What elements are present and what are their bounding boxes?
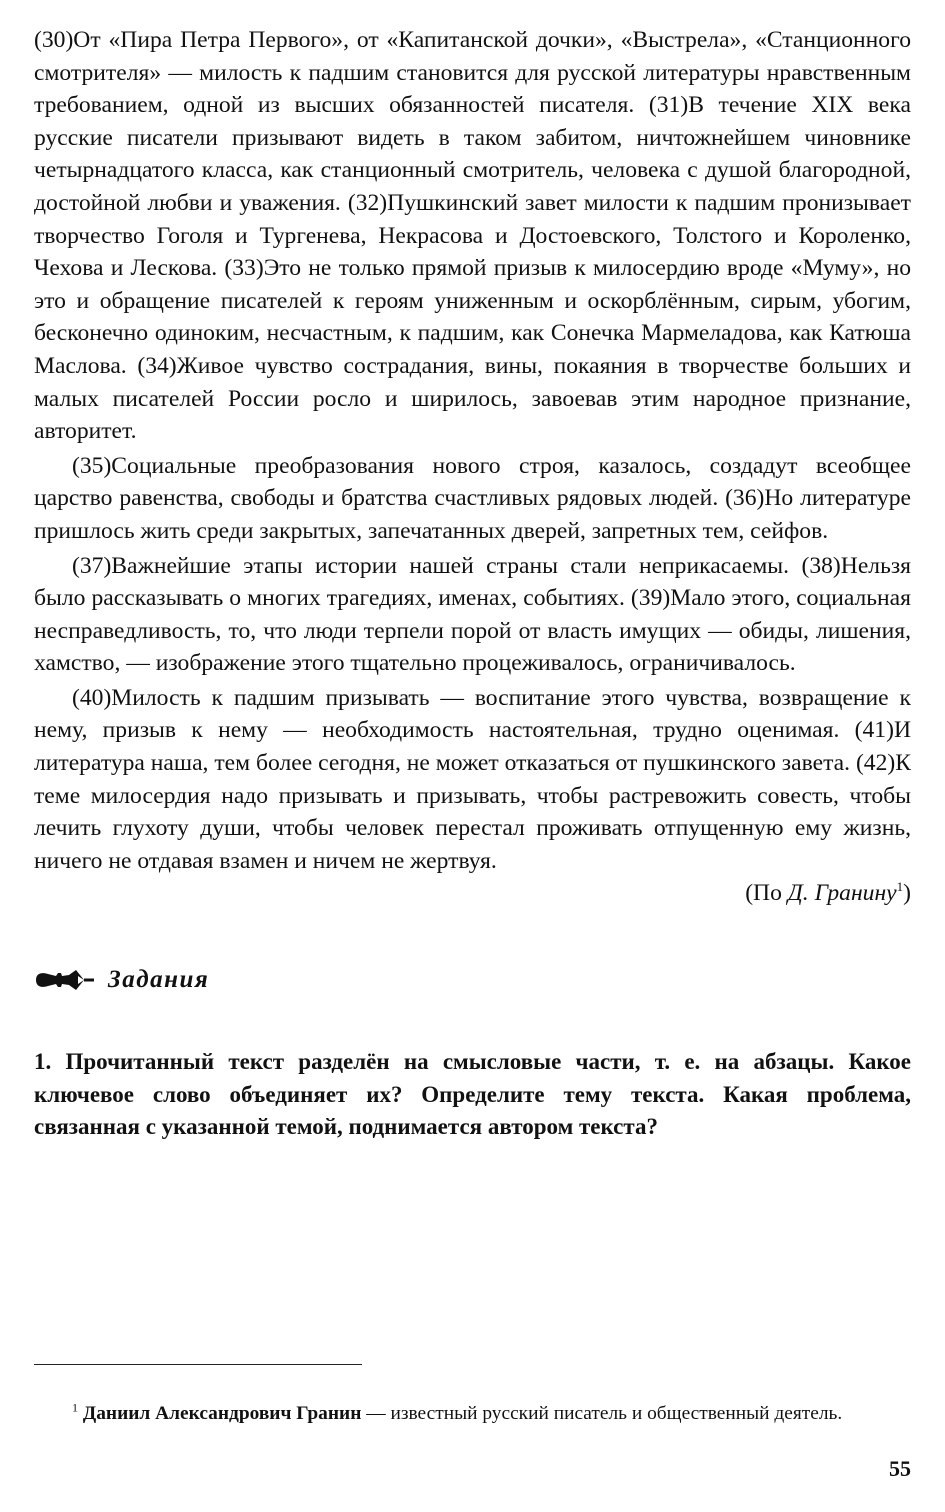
attribution-suffix: ) — [903, 880, 911, 907]
body-paragraph-3: (37)Важнейшие этапы истории нашей страны стали неприкасаемы. (38)Нельзя было рассказывать о многих трагедиях, именах, событиях. (39)Мало этого, социальная несправедливость, то, что люди терпели порой от власть имущих — обиды, лишения, хамство, — изображение этого тщательно процеживалось, ограничивалось. — [34, 552, 911, 677]
tasks-title: Задания — [108, 966, 210, 994]
footnote — [34, 1399, 911, 1429]
footnote-mark: 1 — [72, 1400, 78, 1415]
footnote-text: — известный русский писатель и общественный деятель. — [361, 1403, 843, 1425]
attribution-prefix: (По — [745, 880, 788, 907]
body-paragraph-1: (30)От «Пира Петра Первого», от «Капитанской дочки», «Выстрела», «Станционного смотрителя» — милость к падшим становится для русской литературы нравственным требованием, одной из высших обязанностей писателя. (31)В течение XIX века русские писатели призывают видеть в таком забитом, ничтожнейшем чиновнике четырнадцатого класса, как станционный смотритель, человека с душой благородной, достойной любви и уважения. (32)Пушкинский завет милости к падшим пронизывает творчество Гоголя и Тургенева, Некрасова и Достоевского, Толстого и Короленко, Чехова и Лескова. (33)Это не только прямой призыв к милосердию вроде «Муму», но это и обращение писателей к героям униженным и оскорблённым, сирым, убогим, бесконечно одиноким, несчастным, к падшим, как Сонечка Мармеладова, как Катюша Маслова. (34)Живое чувство сострадания, вины, покаяния в творчестве больших и малых писателей России росло и ширилось, завоевав этим народное признание, авторитет. — [34, 27, 911, 445]
source-attribution — [34, 877, 911, 910]
footnote-rule — [34, 1364, 362, 1365]
page-number: 55 — [889, 1456, 911, 1481]
tasks-header — [34, 958, 911, 1002]
pen-nib-icon — [34, 967, 96, 993]
footnote-name: Даниил Александрович Гранин — [82, 1403, 362, 1425]
task-item-1: 1. Прочитанный текст разделён на смысловые части, т. е. на абзацы. Какое ключевое слово объединяет их? Определите тему текста. Какая проблема, связанная с указанной темой, поднимается автором текста? — [34, 1049, 911, 1140]
attribution-author: Д. Гранину — [787, 880, 897, 907]
body-paragraph-2: (35)Социальные преобразования нового строя, казалось, создадут всеобщее царство равенства, свободы и братства счастливых рядовых людей. (36)Но литературе пришлось жить среди закрытых, запечатанных дверей, запретных тем, сейфов. — [34, 452, 911, 544]
body-paragraph-4: (40)Милость к падшим призывать — воспитание этого чувства, возвращение к нему, призыв к нему — необходимость настоятельная, трудно оценимая. (41)И литература наша, тем более сегодня, не может отказаться от пушкинского завета. (42)К теме милосердия надо призывать и призывать, чтобы растревожить совесть, чтобы лечить глухоту души, чтобы человек перестал проживать отпущенную ему жизнь, ничего не отдавая взамен и ничем не жертвуя. — [34, 684, 911, 874]
attribution-footnote-mark: 1 — [896, 879, 904, 895]
